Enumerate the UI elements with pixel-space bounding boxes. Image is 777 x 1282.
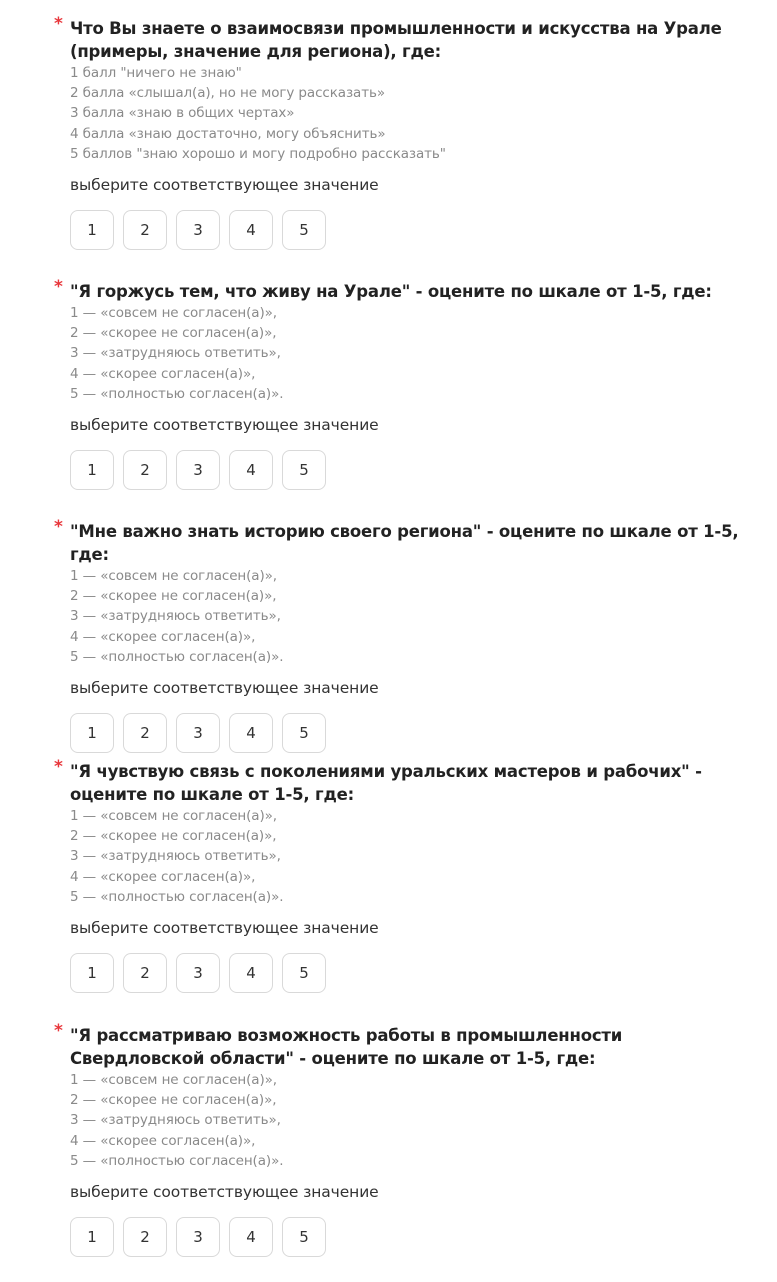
- required-asterisk: *: [54, 14, 63, 34]
- rating-option-2[interactable]: 2: [123, 210, 167, 250]
- question-prompt: выберите соответствующее значение: [70, 1183, 379, 1202]
- required-asterisk: *: [54, 517, 63, 537]
- question-prompt: выберите соответствующее значение: [70, 679, 379, 698]
- required-asterisk: *: [54, 757, 63, 777]
- rating-option-5[interactable]: 5: [282, 210, 326, 250]
- rating-option-4[interactable]: 4: [229, 713, 273, 753]
- rating-scale: [54, 1217, 744, 1257]
- rating-option-1[interactable]: 1: [70, 713, 114, 753]
- description-line: 5 баллов "знаю хорошо и могу подробно рассказать": [70, 145, 446, 162]
- rating-option-2[interactable]: 2: [123, 450, 167, 490]
- description-line: 5 — «полностью согласен(а)».: [70, 1152, 284, 1169]
- description-line: 1 — «совсем не согласен(а)»,: [70, 568, 277, 584]
- description-line: 1 — «совсем не согласен(а)»,: [70, 305, 277, 321]
- question-description: [54, 806, 744, 907]
- question-header: [54, 757, 744, 806]
- question-description: [54, 303, 744, 404]
- description-line: 5 — «полностью согласен(а)».: [70, 888, 284, 905]
- description-line: 2 — «скорее не согласен(а)»,: [70, 588, 277, 605]
- description-line: 3 — «затрудняюсь ответить»,: [70, 848, 281, 865]
- question-title: "Я рассматриваю возможность работы в промышленности Свердловской области" - оцените по шкале от 1-5, где:: [70, 1026, 623, 1068]
- description-line: 5 — «полностью согласен(а)».: [70, 648, 284, 665]
- rating-option-5[interactable]: 5: [282, 953, 326, 993]
- description-line: 4 — «скорее согласен(а)»,: [70, 868, 256, 885]
- question-card: [54, 757, 744, 993]
- description-line: 2 — «скорее не согласен(а)»,: [70, 1092, 277, 1109]
- required-asterisk: *: [54, 1021, 63, 1041]
- question-card: [54, 1021, 744, 1257]
- description-line: 4 — «скорее согласен(а)»,: [70, 628, 256, 645]
- rating-option-4[interactable]: 4: [229, 210, 273, 250]
- rating-option-2[interactable]: 2: [123, 1217, 167, 1257]
- question-prompt: выберите соответствующее значение: [70, 919, 379, 938]
- description-line: 3 — «затрудняюсь ответить»,: [70, 1112, 281, 1129]
- rating-option-4[interactable]: 4: [229, 450, 273, 490]
- rating-scale: [54, 210, 744, 250]
- question-card: [54, 517, 744, 753]
- question-header: [54, 1021, 744, 1070]
- rating-option-5[interactable]: 5: [282, 450, 326, 490]
- question-title: "Я чувствую связь с поколениями уральских мастеров и рабочих" - оцените по шкале от 1-5, где:: [70, 762, 702, 804]
- description-line: 2 — «скорее не согласен(а)»,: [70, 828, 277, 845]
- rating-option-3[interactable]: 3: [176, 713, 220, 753]
- rating-scale: [54, 953, 744, 993]
- question-prompt: выберите соответствующее значение: [70, 416, 379, 435]
- question-header: [54, 517, 744, 566]
- description-line: 4 — «скорее согласен(а)»,: [70, 1132, 256, 1149]
- rating-option-1[interactable]: 1: [70, 450, 114, 490]
- description-line: 2 балла «слышал(а), но не могу рассказать»: [70, 85, 385, 102]
- description-line: 3 — «затрудняюсь ответить»,: [70, 608, 281, 625]
- rating-option-4[interactable]: 4: [229, 953, 273, 993]
- description-line: 4 — «скорее согласен(а)»,: [70, 365, 256, 382]
- description-line: 3 балла «знаю в общих чертах»: [70, 105, 295, 122]
- rating-option-3[interactable]: 3: [176, 210, 220, 250]
- description-line: 2 — «скорее не согласен(а)»,: [70, 325, 277, 342]
- question-prompt: выберите соответствующее значение: [70, 176, 379, 195]
- question-title: Что Вы знаете о взаимосвязи промышленности и искусства на Урале (примеры, значение для региона), где:: [70, 19, 722, 61]
- rating-option-4[interactable]: 4: [229, 1217, 273, 1257]
- question-description: [54, 566, 744, 667]
- description-line: 4 балла «знаю достаточно, могу объяснить»: [70, 125, 386, 142]
- description-line: 1 — «совсем не согласен(а)»,: [70, 1072, 277, 1088]
- question-title: "Я горжусь тем, что живу на Урале" - оцените по шкале от 1-5, где:: [70, 282, 712, 301]
- rating-option-3[interactable]: 3: [176, 1217, 220, 1257]
- rating-option-5[interactable]: 5: [282, 713, 326, 753]
- description-line: 3 — «затрудняюсь ответить»,: [70, 345, 281, 362]
- description-line: 1 балл "ничего не знаю": [70, 65, 242, 81]
- question-title: "Мне важно знать историю своего региона" - оцените по шкале от 1-5, где:: [70, 522, 739, 564]
- rating-option-3[interactable]: 3: [176, 953, 220, 993]
- question-header: [54, 277, 744, 303]
- rating-option-1[interactable]: 1: [70, 953, 114, 993]
- required-asterisk: *: [54, 277, 63, 297]
- rating-scale: [54, 450, 744, 490]
- rating-option-2[interactable]: 2: [123, 713, 167, 753]
- description-line: 5 — «полностью согласен(а)».: [70, 385, 284, 402]
- question-description: [54, 1070, 744, 1171]
- rating-option-2[interactable]: 2: [123, 953, 167, 993]
- description-line: 1 — «совсем не согласен(а)»,: [70, 808, 277, 824]
- rating-option-1[interactable]: 1: [70, 1217, 114, 1257]
- rating-option-3[interactable]: 3: [176, 450, 220, 490]
- rating-option-5[interactable]: 5: [282, 1217, 326, 1257]
- question-header: [54, 14, 744, 63]
- rating-scale: [54, 713, 744, 753]
- question-card: [54, 277, 744, 490]
- rating-option-1[interactable]: 1: [70, 210, 114, 250]
- question-card: [54, 14, 744, 250]
- question-description: [54, 63, 744, 164]
